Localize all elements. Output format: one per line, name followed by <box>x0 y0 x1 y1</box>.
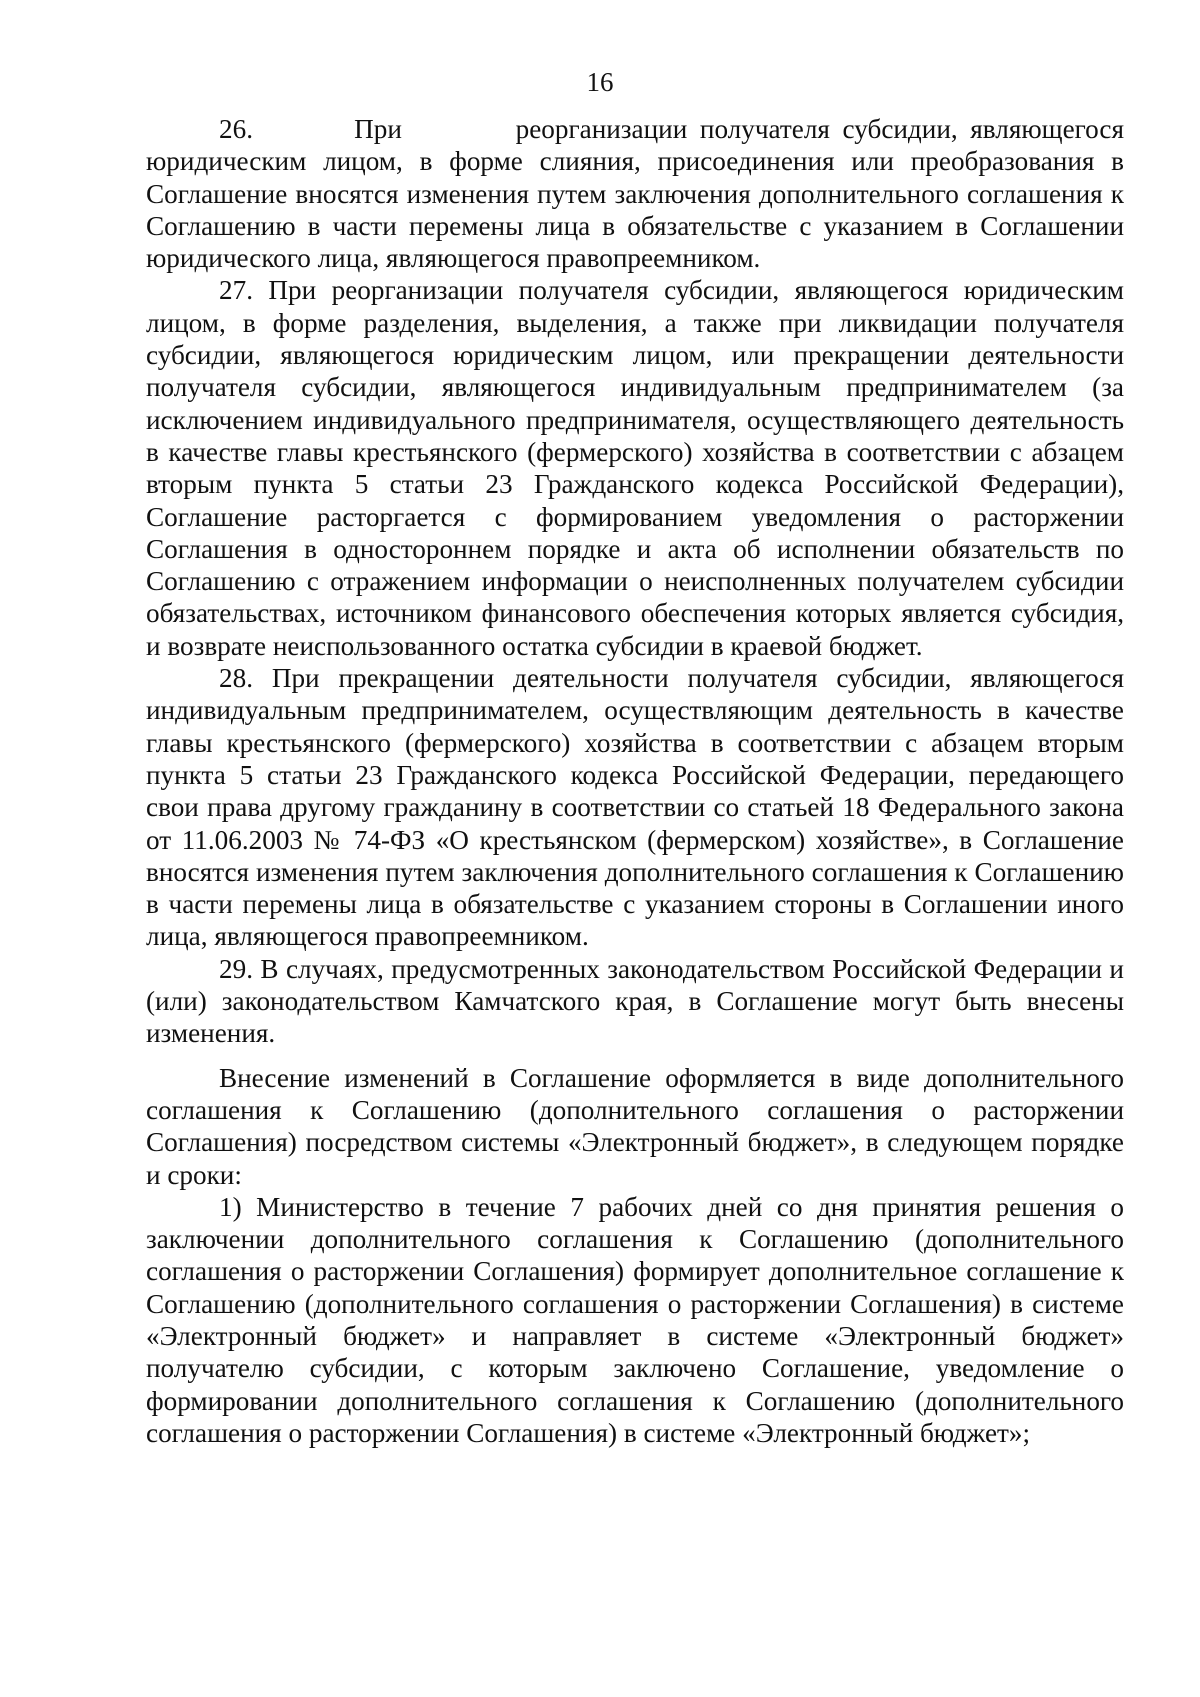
paragraph-item-1: 1) Министерство в течение 7 рабочих дней со дня принятия решения о заключении дополнительного соглашения к Соглашению (дополнительного соглашения о расторжении Соглашения) формирует дополнительное соглашение к Соглашению (дополнительного соглашения о расторжении Соглашения) в системе «Электронный бюджет» и направляет в системе «Электронный бюджет» получателю субсидии, с которым заключено Соглашение, уведомление о формировании дополнительного соглашения к Соглашению (дополнительного соглашения о расторжении Соглашения) в системе «Электронный бюджет»; <box>146 1191 1124 1448</box>
paragraph-amendment-procedure: Внесение изменений в Соглашение оформляется в виде дополнительного соглашения к Соглашению (дополнительного соглашения о расторжении Соглашения) посредством системы «Электронный бюджет», в следующем порядке и сроки: <box>146 1062 1124 1190</box>
paragraph-28: 28. При прекращении деятельности получателя субсидии, являющегося индивидуальным предпринимателем, осуществляющим деятельность в качестве главы крестьянского (фермерского) хозяйства в соответствии с абзацем вторым пункта 5 статьи 23 Гражданского кодекса Российской Федерации, передающего свои права другому гражданину в соответствии со статьей 18 Федерального закона от 11.06.2003 № 74-ФЗ «О крестьянском (фермерском) хозяйстве», в Соглашение вносятся изменения путем заключения дополнительного соглашения к Соглашению в части перемены лица в обязательстве с указанием стороны в Соглашении иного лица, являющегося правопреемником. <box>146 663 1124 952</box>
page-number: 16 <box>586 67 614 97</box>
paragraph-29: 29. В случаях, предусмотренных законодательством Российской Федерации и (или) законодательством Камчатского края, в Соглашение могут быть внесены изменения. <box>146 953 1124 1049</box>
paragraph-27: 27. При реорганизации получателя субсидии, являющегося юридическим лицом, в форме разделения, выделения, а также при ликвидации получателя субсидии, являющегося юридическим лицом, или прекращении деятельности получателя субсидии, являющегося индивидуальным предпринимателем (за исключением индивидуального предпринимателя, осуществляющего деятельность в качестве главы крестьянского (фермерского) хозяйства в соответствии с абзацем вторым пункта 5 статьи 23 Гражданского кодекса Российской Федерации), Соглашение расторгается с формированием уведомления о расторжении Соглашения в одностороннем порядке и акта об исполнении обязательств по Соглашению с отражением информации о неисполненных получателем субсидии обязательствах, источником финансового обеспечения которых является субсидия, и возврате неиспользованного остатка субсидии в краевой бюджет. <box>146 275 1124 661</box>
document-body <box>146 113 1124 1449</box>
paragraph-26: 26. При реорганизации получателя субсидии, являющегося юридическим лицом, в форме слияния, присоединения или преобразования в Соглашение вносятся изменения путем заключения дополнительного соглашения к Соглашению в части перемены лица в обязательстве с указанием в Соглашении юридического лица, являющегося правопреемником. <box>146 114 1124 274</box>
